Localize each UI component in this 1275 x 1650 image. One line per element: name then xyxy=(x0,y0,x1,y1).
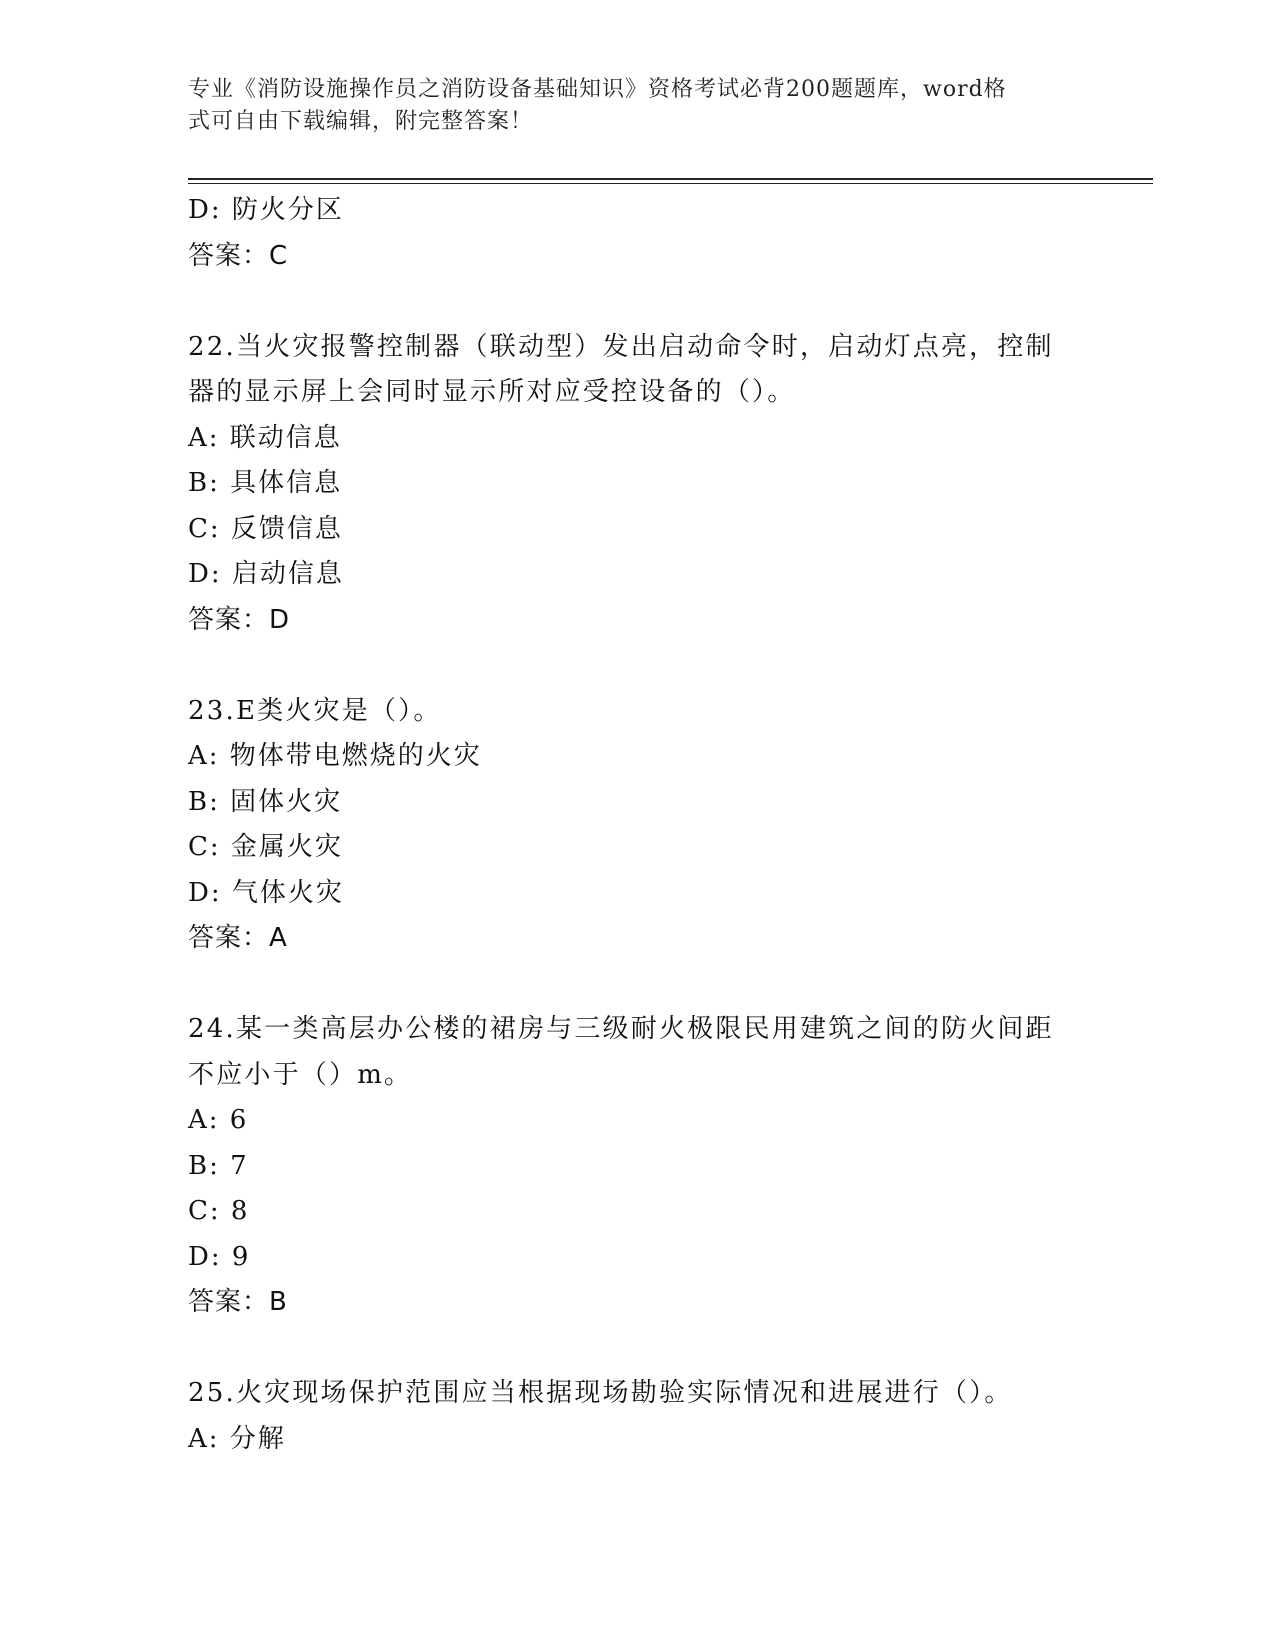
option-c: C: 金属火灾 xyxy=(188,832,343,862)
answer-line: 答案：B xyxy=(188,1287,288,1317)
question-stem-continued: 器的显示屏上会同时显示所对应受控设备的（）。 xyxy=(188,377,796,407)
option-a: A: 6 xyxy=(188,1105,249,1135)
answer-line: 答案：D xyxy=(188,604,291,635)
header-divider-thin xyxy=(188,183,1153,184)
option-d: D: 启动信息 xyxy=(188,559,344,589)
option-c: C: 8 xyxy=(188,1196,250,1226)
question-spacer xyxy=(188,279,1088,325)
option-b: B: 固体火灾 xyxy=(188,786,343,817)
question-stem-continued: 不应小于（）m。 xyxy=(188,1059,413,1090)
question-spacer xyxy=(188,962,1088,1008)
question-stem: 23.E类火灾是（）。 xyxy=(188,695,442,726)
question-block-24 xyxy=(188,1007,1088,1326)
question-stem: 22.当火灾报警控制器（联动型）发出启动命令时，启动灯点亮，控制 xyxy=(188,331,1054,362)
answer-line: 答案：C xyxy=(188,240,289,271)
question-block-23 xyxy=(188,689,1088,962)
document-header xyxy=(188,74,1068,138)
option-a: A: 物体带电燃烧的火灾 xyxy=(188,741,482,771)
option-a: A: 联动信息 xyxy=(188,422,342,453)
question-spacer xyxy=(188,1326,1088,1372)
option-b: B: 7 xyxy=(188,1150,249,1181)
header-line-1: 专业《消防设施操作员之消防设备基础知识》资格考试必背200题题库，word格 xyxy=(188,77,1007,102)
option-b: B: 具体信息 xyxy=(188,468,343,498)
option-c: C: 反馈信息 xyxy=(188,513,343,544)
header-line-2: 式可自由下载编辑，附完整答案！ xyxy=(188,109,534,134)
option-d: D: 9 xyxy=(188,1241,251,1272)
option-a: A: 分解 xyxy=(188,1423,286,1454)
option-d: D: 气体火灾 xyxy=(188,877,344,908)
question-list xyxy=(188,188,1088,1462)
header-divider-thick xyxy=(188,178,1153,180)
question-spacer xyxy=(188,643,1088,689)
question-stem: 24.某一类高层办公楼的裙房与三级耐火极限民用建筑之间的防火间距 xyxy=(188,1014,1054,1044)
question-block-25 xyxy=(188,1371,1088,1462)
question-stem: 25.火灾现场保护范围应当根据现场勘验实际情况和进展进行（）。 xyxy=(188,1378,1013,1408)
answer-line: 答案：A xyxy=(188,923,288,953)
option-d: D: 防火分区 xyxy=(188,195,344,225)
question-block-22 xyxy=(188,325,1088,644)
